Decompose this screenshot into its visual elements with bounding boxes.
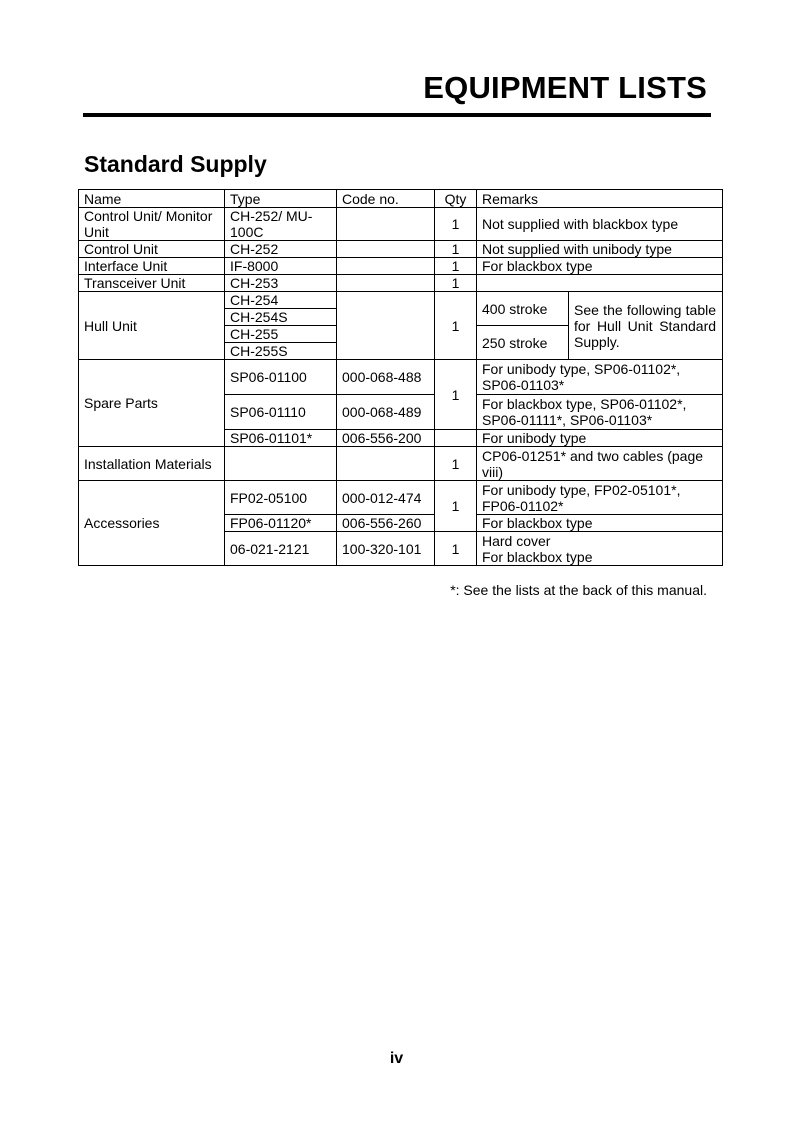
type-cell: CH-253 — [225, 275, 337, 292]
remarks-cell: For unibody type — [477, 430, 723, 447]
table-row — [79, 481, 723, 515]
remarks-cell: For blackbox type, SP06-01102*, SP06-01111*, SP06-01103* — [477, 395, 723, 430]
code-cell — [337, 447, 435, 481]
header-qty: Qty — [435, 190, 477, 208]
section-heading: Standard Supply — [84, 151, 267, 177]
header-code: Code no. — [337, 190, 435, 208]
table-row — [79, 275, 723, 292]
remarks-line: Hard cover — [482, 532, 551, 549]
name-cell: Hull Unit — [79, 292, 225, 360]
table-row — [79, 292, 723, 309]
type-cell: CH-254S — [225, 309, 337, 326]
name-cell: Transceiver Unit — [79, 275, 225, 292]
remarks-cell: For unibody type, SP06-01102*, SP06-01103* — [477, 360, 723, 395]
stroke-cell: 250 stroke — [477, 326, 569, 360]
qty-cell: 1 — [435, 447, 477, 481]
page-number: iv — [389, 1050, 404, 1067]
table-row — [79, 258, 723, 275]
name-cell: Spare Parts — [79, 360, 225, 447]
qty-cell: 1 — [435, 481, 477, 532]
title-rule — [83, 113, 711, 117]
code-cell: 006-556-200 — [337, 430, 435, 447]
footnote: *: See the lists at the back of this manual. — [450, 582, 707, 598]
table-row — [79, 447, 723, 481]
type-cell: FP06-01120* — [225, 515, 337, 532]
code-cell: 006-556-260 — [337, 515, 435, 532]
code-cell — [337, 275, 435, 292]
qty-cell: 1 — [435, 275, 477, 292]
code-cell — [337, 258, 435, 275]
code-cell: 000-068-489 — [337, 395, 435, 430]
code-cell: 000-012-474 — [337, 481, 435, 515]
header-name: Name — [79, 190, 225, 208]
code-cell: 100-320-101 — [337, 532, 435, 566]
type-cell: CH-252/ MU-100C — [225, 208, 337, 241]
code-cell — [337, 241, 435, 258]
page-title: EQUIPMENT LISTS — [423, 70, 707, 105]
qty-cell: 1 — [435, 532, 477, 566]
name-cell: Accessories — [79, 481, 225, 566]
name-cell: Control Unit/ Monitor Unit — [79, 208, 225, 241]
qty-cell: 1 — [435, 208, 477, 241]
qty-cell: 1 — [435, 292, 477, 360]
type-cell: CH-254 — [225, 292, 337, 309]
header-row — [79, 190, 723, 208]
code-cell — [337, 292, 435, 360]
type-cell: CH-255 — [225, 326, 337, 343]
remarks-cell: For unibody type, FP02-05101*, FP06-01102* — [477, 481, 723, 515]
type-cell: CH-252 — [225, 241, 337, 258]
type-cell: 06-021-2121 — [225, 532, 337, 566]
type-cell: FP02-05100 — [225, 481, 337, 515]
qty-cell: 1 — [435, 241, 477, 258]
remarks-line: For blackbox type — [482, 548, 593, 565]
remarks-cell — [477, 275, 723, 292]
hull-unit-note: See the following table for Hull Unit Standard Supply. — [569, 292, 723, 360]
remarks-cell: Not supplied with unibody type — [477, 241, 723, 258]
name-cell: Control Unit — [79, 241, 225, 258]
standard-supply-table — [78, 189, 723, 566]
remarks-cell: CP06-01251* and two cables (page viii) — [477, 447, 723, 481]
qty-cell — [435, 430, 477, 447]
table-row — [79, 360, 723, 395]
type-cell: SP06-01110 — [225, 395, 337, 430]
code-cell — [337, 208, 435, 241]
table-row — [79, 208, 723, 241]
type-cell: SP06-01101* — [225, 430, 337, 447]
table-row — [79, 241, 723, 258]
remarks-cell: For blackbox type — [477, 515, 723, 532]
header-remarks: Remarks — [477, 190, 723, 208]
name-cell: Interface Unit — [79, 258, 225, 275]
remarks-cell — [477, 532, 723, 566]
stroke-cell: 400 stroke — [477, 292, 569, 326]
remarks-cell: Not supplied with blackbox type — [477, 208, 723, 241]
code-cell: 000-068-488 — [337, 360, 435, 395]
remarks-cell: For blackbox type — [477, 258, 723, 275]
name-cell: Installation Materials — [79, 447, 225, 481]
qty-cell: 1 — [435, 360, 477, 430]
type-cell: CH-255S — [225, 343, 337, 360]
type-cell — [225, 447, 337, 481]
qty-cell: 1 — [435, 258, 477, 275]
type-cell: IF-8000 — [225, 258, 337, 275]
type-cell: SP06-01100 — [225, 360, 337, 395]
header-type: Type — [225, 190, 337, 208]
